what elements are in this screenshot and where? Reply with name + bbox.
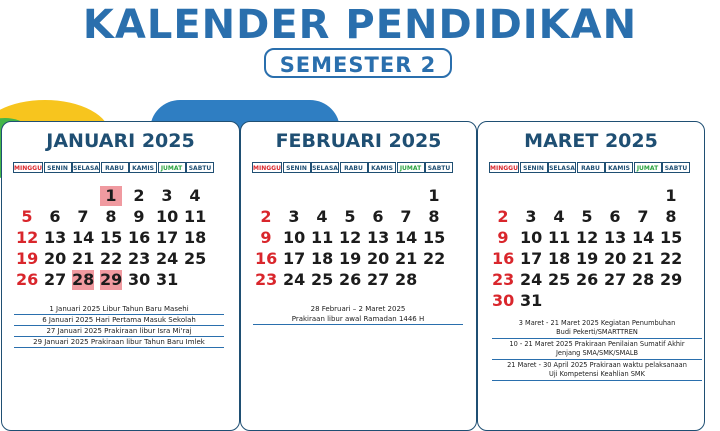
month-card-februari [240, 121, 477, 431]
day-cell: 7 [400, 207, 412, 226]
day-cell: 22 [100, 249, 123, 268]
day-cell: 31 [520, 291, 543, 310]
event-note: 10 - 21 Maret 2025 Prakiraan Penilaian Sumatif Akhir Jenjang SMA/SMK/SMALB [492, 339, 702, 360]
day-cell: 20 [367, 249, 390, 268]
day-cell: 6 [372, 207, 384, 226]
day-cell: 23 [492, 270, 515, 289]
day-cell: 4 [553, 207, 565, 226]
day-cell: 18 [311, 249, 334, 268]
day-cell: 12 [339, 228, 362, 247]
day-cell: 26 [16, 270, 39, 289]
weekday-header-senin: SENIN [44, 162, 72, 173]
day-cell: 2 [133, 186, 145, 205]
day-cell: 15 [660, 228, 683, 247]
event-notes [492, 318, 702, 381]
day-cell: 20 [44, 249, 67, 268]
day-cell: 1 [428, 186, 440, 205]
day-cell: 2 [497, 207, 509, 226]
day-cell: 16 [128, 228, 151, 247]
day-cell: 11 [184, 207, 207, 226]
day-cell: 26 [576, 270, 599, 289]
day-cell: 14 [395, 228, 418, 247]
weekday-header-sabtu: SABTU [186, 162, 214, 173]
weekday-header-sabtu: SABTU [662, 162, 690, 173]
day-cell: 4 [189, 186, 201, 205]
day-cell: 28 [395, 270, 418, 289]
weekday-header-minggu: MINGGU [13, 162, 43, 173]
weekday-header-selasa: SELASA [548, 162, 576, 173]
day-cell: 17 [283, 249, 306, 268]
day-cell: 6 [49, 207, 61, 226]
month-title: MARET 2025 [524, 130, 658, 152]
day-cell: 15 [100, 228, 123, 247]
day-cell: 21 [72, 249, 95, 268]
weekday-header-jumat: JUMAT [158, 162, 186, 173]
day-cell: 8 [428, 207, 440, 226]
day-cell: 31 [156, 270, 179, 289]
day-cell: 7 [77, 207, 89, 226]
weekday-header-kamis: KAMIS [605, 162, 633, 173]
day-cell: 9 [260, 228, 272, 247]
day-cell: 3 [525, 207, 537, 226]
day-cell: 8 [105, 207, 117, 226]
day-cell: 1 [665, 186, 677, 205]
event-note: 27 Januari 2025 Prakiraan libur Isra Mi'raj [14, 326, 224, 337]
day-cell: 13 [604, 228, 627, 247]
day-cell: 16 [255, 249, 278, 268]
day-cell: 22 [660, 249, 683, 268]
day-cell: 5 [344, 207, 356, 226]
day-cell: 25 [548, 270, 571, 289]
event-note: 28 Februari – 2 Maret 2025 Prakiraan libur awal Ramadan 1446 H [253, 304, 463, 325]
weekday-header-selasa: SELASA [311, 162, 339, 173]
month-title: JANUARI 2025 [46, 130, 195, 152]
event-note: 29 Januari 2025 Prakiraan libur Tahun Baru Imlek [14, 337, 224, 348]
day-cell: 14 [632, 228, 655, 247]
day-cell: 9 [133, 207, 145, 226]
day-cell: 25 [184, 249, 207, 268]
day-cell: 22 [423, 249, 446, 268]
day-cell: 17 [520, 249, 543, 268]
day-cell: 1 [100, 186, 122, 206]
weekday-header-row [13, 162, 215, 173]
semester-badge: SEMESTER 2 [264, 48, 452, 78]
event-notes [14, 304, 224, 348]
day-cell: 12 [16, 228, 39, 247]
day-cell: 27 [604, 270, 627, 289]
day-cell: 30 [128, 270, 151, 289]
day-cell: 15 [423, 228, 446, 247]
day-cell: 3 [288, 207, 300, 226]
day-cell: 26 [339, 270, 362, 289]
day-cell: 8 [665, 207, 677, 226]
weekday-header-rabu: RABU [577, 162, 605, 173]
day-cell: 29 [100, 270, 123, 289]
day-cell: 13 [44, 228, 67, 247]
day-cell: 7 [637, 207, 649, 226]
day-cell: 10 [520, 228, 543, 247]
weekday-header-senin: SENIN [520, 162, 548, 173]
weekday-header-kamis: KAMIS [368, 162, 396, 173]
day-cell: 18 [548, 249, 571, 268]
event-note: 6 Januari 2025 Hari Pertama Masuk Sekolah [14, 315, 224, 326]
event-note: 3 Maret - 21 Maret 2025 Kegiatan Penumbuhan Budi Pekerti/SMARTTREN [492, 318, 702, 339]
day-cell: 6 [609, 207, 621, 226]
weekday-header-jumat: JUMAT [397, 162, 425, 173]
day-cell: 24 [156, 249, 179, 268]
day-cell: 19 [576, 249, 599, 268]
day-cell: 4 [316, 207, 328, 226]
day-cell: 23 [128, 249, 151, 268]
day-cell: 29 [660, 270, 683, 289]
day-cell: 11 [548, 228, 571, 247]
day-cell: 24 [520, 270, 543, 289]
day-cell: 28 [632, 270, 655, 289]
weekday-header-senin: SENIN [283, 162, 311, 173]
month-title: FEBRUARI 2025 [275, 130, 442, 152]
weekday-header-sabtu: SABTU [425, 162, 453, 173]
day-cell: 28 [72, 270, 95, 289]
day-cell: 12 [576, 228, 599, 247]
day-cell: 5 [21, 207, 33, 226]
day-cell: 20 [604, 249, 627, 268]
event-note: 21 Maret - 30 April 2025 Prakiraan waktu pelaksanaan Uji Kompetensi Keahlian SMK [492, 360, 702, 381]
weekday-header-minggu: MINGGU [252, 162, 282, 173]
day-cell: 21 [395, 249, 418, 268]
day-cell: 2 [260, 207, 272, 226]
day-cell: 16 [492, 249, 515, 268]
day-cell: 9 [497, 228, 509, 247]
day-cell: 19 [339, 249, 362, 268]
day-cell: 27 [44, 270, 67, 289]
weekday-header-rabu: RABU [340, 162, 368, 173]
weekday-header-row [252, 162, 454, 173]
weekday-header-selasa: SELASA [72, 162, 100, 173]
event-note: 1 Januari 2025 Libur Tahun Baru Masehi [14, 304, 224, 315]
day-cell: 5 [581, 207, 593, 226]
day-cell: 3 [161, 186, 173, 205]
weekday-header-jumat: JUMAT [634, 162, 662, 173]
weekday-header-kamis: KAMIS [129, 162, 157, 173]
day-cell: 11 [311, 228, 334, 247]
day-cell: 19 [16, 249, 39, 268]
day-cell: 23 [255, 270, 278, 289]
day-cell: 21 [632, 249, 655, 268]
day-cell: 24 [283, 270, 306, 289]
day-cell: 18 [184, 228, 207, 247]
weekday-header-row [489, 162, 691, 173]
day-cell: 10 [283, 228, 306, 247]
month-card-januari [1, 121, 240, 431]
weekday-header-rabu: RABU [101, 162, 129, 173]
day-cell: 10 [156, 207, 179, 226]
event-notes [253, 304, 463, 325]
day-cell: 13 [367, 228, 390, 247]
page-title: KALENDER PENDIDIKAN [82, 2, 638, 48]
weekday-header-minggu: MINGGU [489, 162, 519, 173]
day-cell: 25 [311, 270, 334, 289]
month-card-maret [477, 121, 705, 431]
day-cell: 30 [492, 291, 515, 310]
day-cell: 14 [72, 228, 95, 247]
day-cell: 17 [156, 228, 179, 247]
day-cell: 27 [367, 270, 390, 289]
